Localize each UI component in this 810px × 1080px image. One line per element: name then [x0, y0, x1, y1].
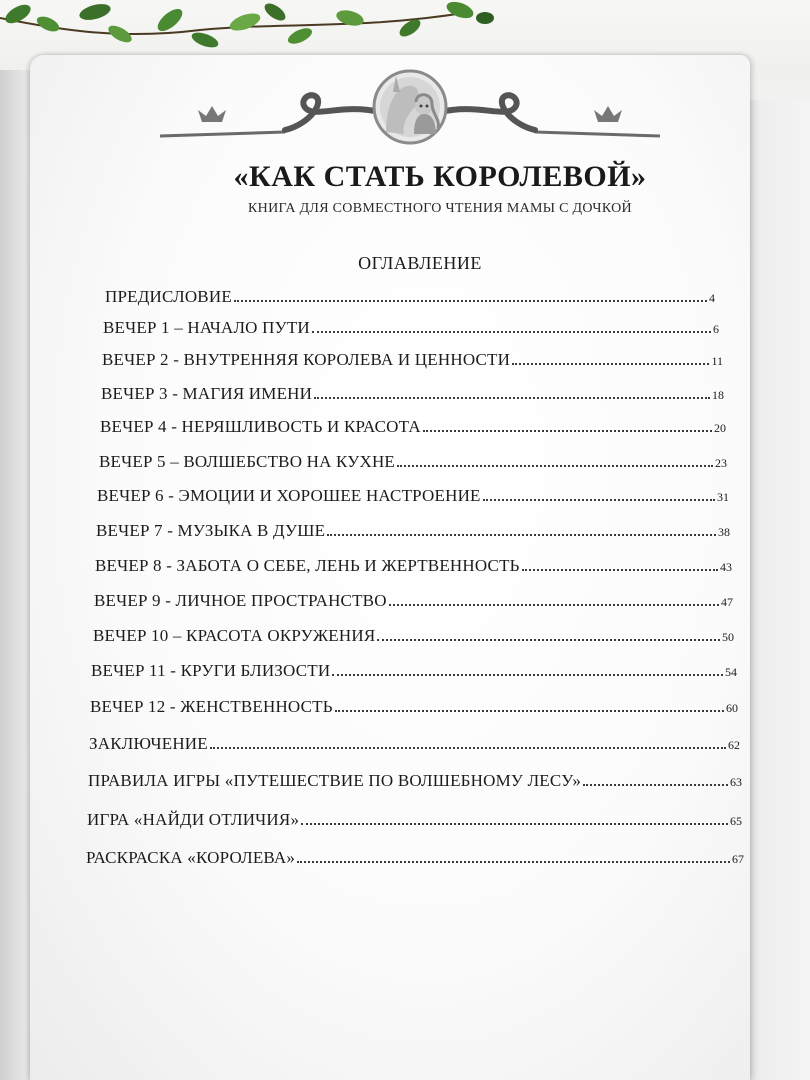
toc-entry-page: 47 [721, 595, 733, 609]
toc-entry [96, 517, 730, 541]
toc-entry [99, 448, 727, 472]
toc-entry-title: РАСКРАСКА «КОРОЛЕВА» [86, 848, 296, 867]
toc-entry-title: ВЕЧЕР 11 - КРУГИ БЛИЗОСТИ [91, 661, 331, 680]
toc-entry [90, 693, 738, 717]
toc-entry-title: ВЕЧЕР 7 - МУЗЫКА В ДУШЕ [96, 521, 326, 540]
toc-dot-leader [377, 639, 720, 641]
toc-dot-leader [332, 674, 723, 676]
toc-dot-leader [210, 747, 726, 749]
toc-dot-leader [297, 861, 730, 863]
toc-entry [89, 730, 740, 754]
toc-entry-title: ПРЕДИСЛОВИЕ [105, 287, 232, 306]
toc-dot-leader [314, 397, 710, 399]
toc-entry-title: ВЕЧЕР 3 - МАГИЯ ИМЕНИ [101, 384, 313, 403]
toc-entry [91, 657, 737, 681]
book-subtitle: КНИГА ДЛЯ СОВМЕСТНОГО ЧТЕНИЯ МАМЫ С ДОЧКОЙ [248, 201, 632, 216]
toc-entry-page: 4 [709, 291, 715, 305]
toc-entry-title: ВЕЧЕР 1 – НАЧАЛО ПУТИ [103, 318, 310, 337]
toc-entry [102, 346, 723, 370]
toc-entry-title: ВЕЧЕР 6 - ЭМОЦИИ И ХОРОШЕЕ НАСТРОЕНИЕ [97, 486, 481, 505]
toc-entry [94, 587, 733, 611]
toc-entry-page: 11 [711, 354, 723, 368]
toc-entry-page: 31 [717, 490, 729, 504]
toc-entry [103, 314, 719, 338]
toc-dot-leader [234, 300, 707, 302]
toc-entry-page: 65 [730, 814, 742, 828]
toc-dot-leader [583, 784, 728, 786]
toc-entry-title: ВЕЧЕР 4 - НЕРЯШЛИВОСТЬ И КРАСОТА [100, 417, 421, 436]
toc-entry-page: 43 [720, 560, 732, 574]
toc-entry-title: ВЕЧЕР 8 - ЗАБОТА О СЕБЕ, ЛЕНЬ И ЖЕРТВЕННОСТЬ [95, 556, 520, 575]
toc-entry [95, 552, 732, 576]
toc-entry-page: 63 [730, 775, 742, 789]
toc-entry-page: 18 [712, 388, 724, 402]
toc-entry-page: 23 [715, 456, 727, 470]
toc-dot-leader [522, 569, 718, 571]
book-title: «КАК СТАТЬ КОРОЛЕВОЙ» [233, 160, 647, 193]
toc-entry-page: 54 [725, 665, 737, 679]
toc-entry-page: 67 [732, 852, 744, 866]
toc-dot-leader [301, 823, 728, 825]
toc-entry-page: 20 [714, 421, 726, 435]
toc-entry [105, 283, 715, 307]
toc-entry-title: ВЕЧЕР 5 – ВОЛШЕБСТВО НА КУХНЕ [99, 452, 396, 471]
toc-dot-leader [335, 710, 724, 712]
toc-dot-leader [389, 604, 719, 606]
toc-entry-page: 60 [726, 701, 738, 715]
toc-entry [100, 413, 726, 437]
toc-entry [86, 844, 744, 868]
toc-dot-leader [327, 534, 716, 536]
toc-heading: ОГЛАВЛЕНИЕ [358, 253, 482, 273]
toc-entry-title: ПРАВИЛА ИГРЫ «ПУТЕШЕСТВИЕ ПО ВОЛШЕБНОМУ ЛЕСУ» [88, 771, 582, 790]
toc-entry-page: 50 [722, 630, 734, 644]
toc-entry [101, 380, 724, 404]
toc-dot-leader [483, 499, 715, 501]
toc-entry [93, 622, 734, 646]
toc-entry-page: 62 [728, 738, 740, 752]
toc-entry-title: ИГРА «НАЙДИ ОТЛИЧИЯ» [87, 810, 300, 829]
toc-dot-leader [512, 363, 709, 365]
toc-entry [97, 482, 729, 506]
toc-entry-title: ЗАКЛЮЧЕНИЕ [89, 734, 208, 753]
toc-entry-title: ВЕЧЕР 12 - ЖЕНСТВЕННОСТЬ [90, 697, 333, 716]
toc-entry-page: 6 [713, 322, 719, 336]
toc-dot-leader [423, 430, 712, 432]
toc-dot-leader [312, 331, 711, 333]
toc-entry [88, 767, 742, 791]
toc-entry-title: ВЕЧЕР 2 - ВНУТРЕННЯЯ КОРОЛЕВА И ЦЕННОСТИ [102, 350, 511, 369]
toc-entry-page: 38 [718, 525, 730, 539]
toc-entry-title: ВЕЧЕР 9 - ЛИЧНОЕ ПРОСТРАНСТВО [94, 591, 387, 610]
toc-entry [87, 806, 742, 830]
toc-entry-title: ВЕЧЕР 10 – КРАСОТА ОКРУЖЕНИЯ [93, 626, 376, 645]
toc-dot-leader [397, 465, 713, 467]
